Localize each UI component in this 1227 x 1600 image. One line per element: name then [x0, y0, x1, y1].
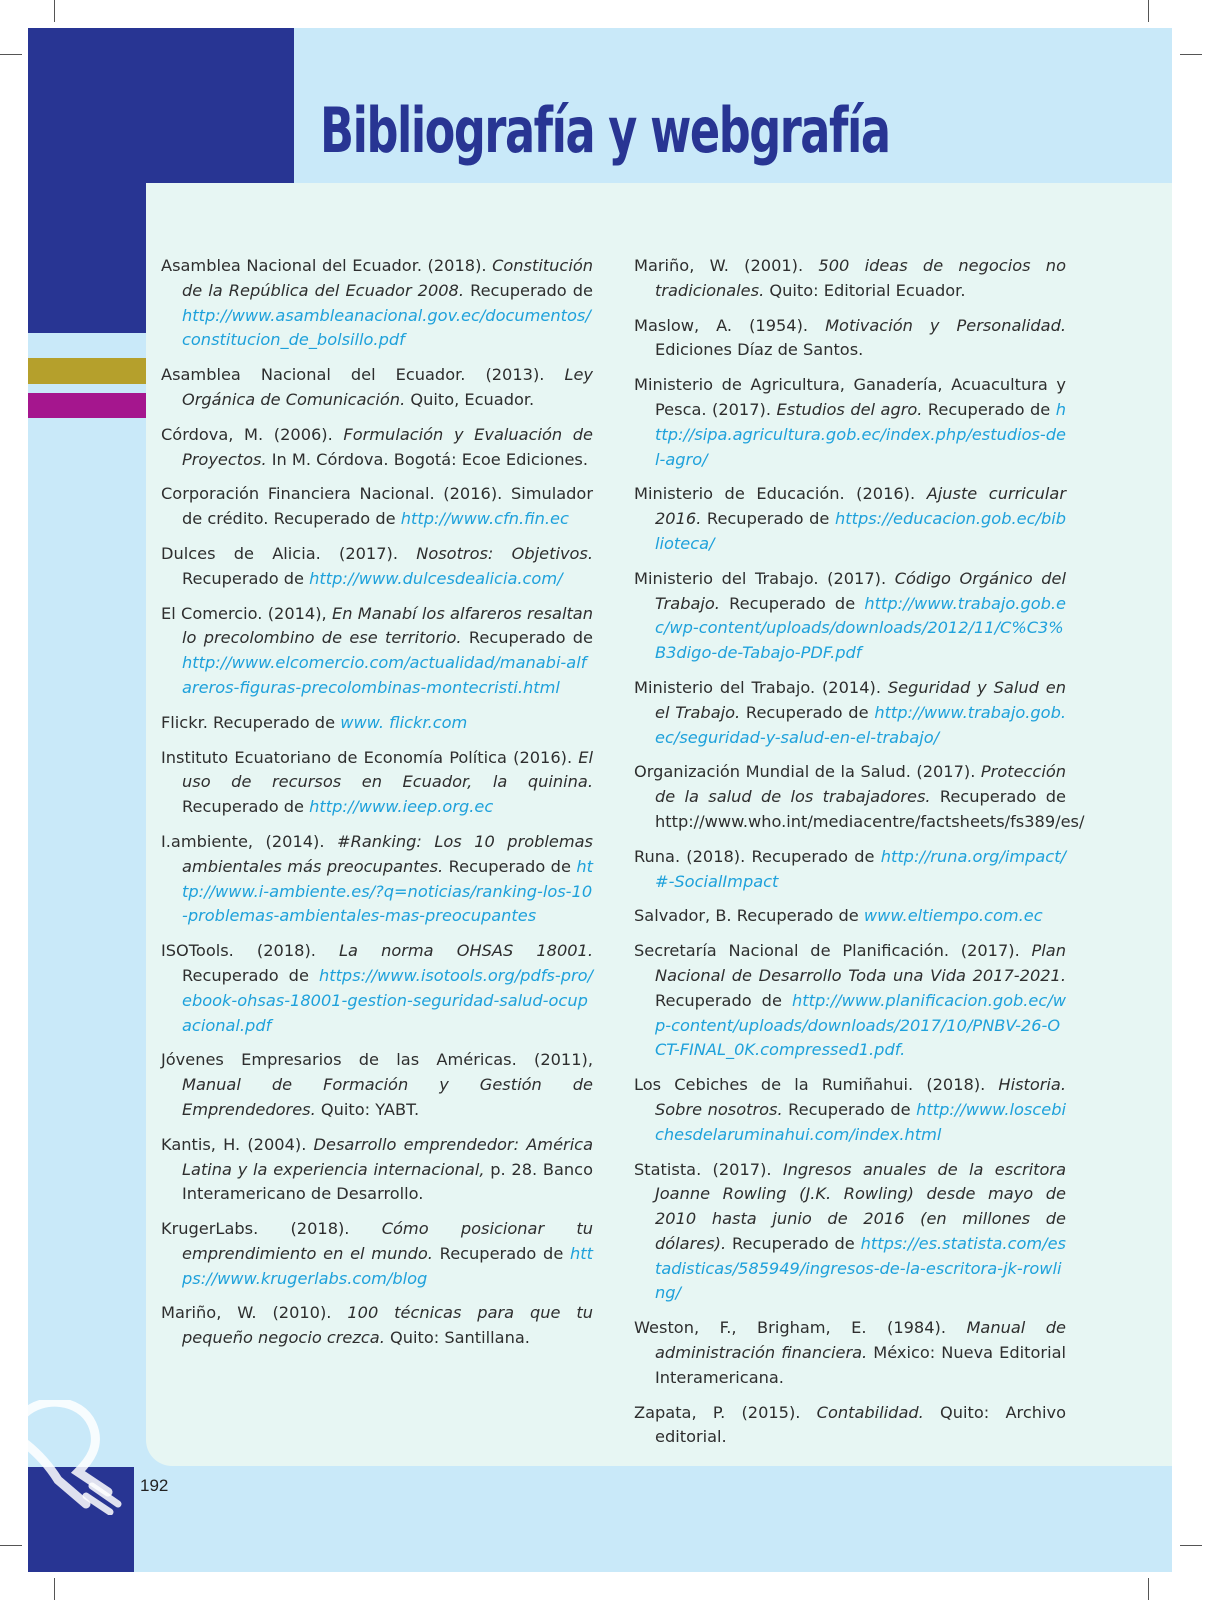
entry-title: Protección de la salud de los trabajadores.	[655, 762, 1066, 807]
crop-mark	[54, 1578, 55, 1600]
page-number: 192	[140, 1476, 169, 1495]
bibliography-entry	[634, 676, 1066, 750]
entry-link[interactable]: http://runa.org/impact/#-SocialImpact	[655, 846, 1066, 891]
entry-title: Plan Nacional de Desarrollo Toda una Vida 2017-2021.	[655, 941, 1066, 985]
bibliography-entry	[161, 830, 593, 929]
bibliography-entry	[634, 1158, 1066, 1307]
bibliography-entry	[161, 1301, 593, 1351]
entry-title: La norma OHSAS 18001.	[339, 941, 594, 961]
entry-details: Recuperado de	[461, 628, 594, 648]
bibliography-column-left	[161, 254, 593, 1361]
entry-link[interactable]: http://www.trabajo.gob.ec/wp-content/uploads/downloads/2012/11/C%C3%B3digo-de-Tabajo-PDF.pdf	[655, 593, 1066, 663]
entry-title: Ajuste curricular 2016.	[655, 484, 1066, 529]
entry-link[interactable]: http://www.i-ambiente.es/?q=noticias/ranking-los-10-problemas-ambientales-mas-preocupantes	[182, 856, 593, 926]
entry-author: Salvador, B. Recuperado de	[634, 906, 864, 926]
entry-author: Ministerio del Trabajo. (2014).	[634, 677, 888, 697]
entry-details: Quito: Santillana.	[384, 1328, 530, 1348]
entry-details: Recuperado de	[922, 399, 1056, 419]
entry-author: I.ambiente, (2014).	[161, 831, 338, 851]
bibliography-entry	[634, 939, 1066, 1063]
bibliography-entry	[161, 1048, 593, 1122]
entry-title: Manual de administración financiera.	[655, 1318, 1067, 1363]
entry-title: Desarrollo emprendedor: América Latina y la experiencia internacional,	[182, 1134, 594, 1179]
entry-title: Manual de Formación y Gestión de Emprendedores.	[182, 1075, 593, 1119]
entry-details: Recuperado de	[182, 797, 310, 817]
entry-link[interactable]: www.eltiempo.com.ec	[863, 906, 1043, 926]
entry-details: Recuperado de	[182, 965, 319, 985]
entry-link[interactable]: https://www.isotools.org/pdfs-pro/ebook-ohsas-18001-gestion-seguridad-salud-ocupacional.pdf	[182, 965, 593, 1035]
entry-author: Asamblea Nacional del Ecuador. (2013).	[161, 365, 565, 385]
entry-title: 500 ideas de negocios no tradicionales.	[655, 256, 1066, 300]
bibliography-entry	[161, 1217, 593, 1291]
bibliography-entry	[634, 254, 1066, 304]
entry-author: Jóvenes Empresarios de las Américas. (2011),	[161, 1050, 593, 1070]
bibliography-entry	[161, 939, 593, 1038]
gold-accent-bar	[28, 358, 146, 384]
bibliography-entry	[634, 314, 1066, 364]
entry-author: KrugerLabs. (2018).	[161, 1219, 382, 1239]
bibliography-entry	[161, 711, 593, 736]
entry-author: Runa. (2018). Recuperado de	[634, 846, 881, 866]
bibliography-entry	[634, 482, 1066, 556]
bibliography-entry	[634, 373, 1066, 472]
entry-title: Contabilidad.	[816, 1402, 924, 1422]
entry-author: Flickr. Recuperado de	[161, 712, 341, 732]
bibliography-entry	[161, 746, 593, 820]
entry-title: El uso de recursos en Ecuador, la quinina.	[182, 747, 593, 792]
entry-author: Corporación Financiera Nacional. (2016). Simulador de crédito. Recuperado de	[161, 484, 593, 529]
bibliography-entry	[634, 904, 1066, 929]
entry-title: Nosotros: Objetivos.	[416, 543, 594, 563]
entry-details: Quito: YABT.	[315, 1099, 420, 1119]
entry-title: Motivación y Personalidad.	[825, 315, 1066, 335]
crop-mark	[1180, 1545, 1202, 1546]
entry-details: p. 28. Banco Interamericano de Desarrollo.	[182, 1159, 593, 1204]
bibliography-entry	[634, 567, 1066, 666]
entry-author: ISOTools. (2018).	[161, 941, 340, 961]
entry-details: Recuperado de	[443, 856, 577, 876]
magenta-accent-bar	[28, 393, 146, 418]
bibliography-entry	[634, 845, 1066, 895]
entry-details: Quito: Archivo editorial.	[655, 1402, 1066, 1447]
bibliography-entry	[161, 602, 593, 701]
entry-link[interactable]: https://www.krugerlabs.com/blog	[182, 1243, 593, 1288]
bibliography-column-right	[634, 254, 1085, 1460]
entry-link[interactable]: http://www.cfn.fin.ec	[400, 509, 569, 529]
entry-link[interactable]: http://www.asambleanacional.gov.ec/documentos/constitucion_de_bolsillo.pdf	[182, 305, 591, 350]
entry-author: Asamblea Nacional del Ecuador. (2018).	[161, 256, 493, 275]
entry-title: Cómo posicionar tu emprendimiento en el mundo.	[182, 1219, 593, 1263]
entry-title: Constitución de la República del Ecuador 2008.	[182, 256, 593, 300]
entry-details: Recuperado de	[464, 280, 593, 300]
crop-mark	[1180, 54, 1202, 55]
entry-details: In M. Córdova. Bogotá: Ecoe Ediciones.	[266, 449, 589, 469]
entry-link[interactable]: http://www.planificacion.gob.ec/wp-content/uploads/downloads/2017/10/PNBV-26-OCT-FINAL_0K.compressed1.pdf.	[655, 990, 1066, 1060]
entry-link[interactable]: https://educacion.gob.ec/biblioteca/	[655, 509, 1066, 553]
crop-mark	[0, 1545, 22, 1546]
entry-title: Ley Orgánica de Comunicación.	[182, 365, 593, 409]
crop-mark	[1148, 0, 1149, 22]
side-color-band	[28, 183, 146, 333]
entry-details: Ediciones Díaz de Santos.	[655, 340, 864, 360]
entry-details: Quito, Ecuador.	[405, 389, 535, 409]
bibliography-entry	[634, 1316, 1066, 1390]
entry-author: Ministerio del Trabajo. (2017).	[634, 568, 895, 588]
entry-author: Ministerio de Agricultura, Ganadería, Acuacultura y Pesca. (2017).	[634, 375, 1066, 419]
entry-author: Córdova, M. (2006).	[161, 424, 344, 444]
entry-author: Kantis, H. (2004).	[161, 1134, 314, 1154]
bibliography-entry	[161, 423, 593, 473]
bibliography-entry	[634, 760, 1085, 834]
entry-author: Mariño, W. (2010).	[161, 1303, 348, 1323]
entry-details: Recuperado de	[432, 1243, 571, 1263]
entry-title: Ingresos anuales de la escritora Joanne Rowling (J.K. Rowling) desde mayo de 2010 hasta junio de 2016 (en millones de dólares).	[655, 1159, 1067, 1253]
entry-details: Recuperado de	[740, 702, 875, 722]
bibliography-entry	[634, 1073, 1066, 1147]
crop-mark	[1148, 1578, 1149, 1600]
entry-author: Maslow, A. (1954).	[634, 315, 826, 335]
entry-title: Formulación y Evaluación de Proyectos.	[182, 424, 594, 469]
page-title: Bibliografía y webgrafía	[320, 94, 890, 167]
entry-author: Secretaría Nacional de Planificación. (2017).	[634, 941, 1032, 961]
entry-author: Instituto Ecuatoriano de Economía Política (2016).	[161, 747, 579, 767]
entry-link[interactable]: http://www.dulcesdealicia.com/	[309, 568, 563, 588]
entry-details: México: Nueva Editorial Interamericana.	[655, 1343, 1066, 1387]
entry-link[interactable]: http://sipa.agricultura.gob.ec/index.php/estudios-del-agro/	[655, 399, 1067, 469]
entry-title: En Manabí los alfareros resaltan lo precolombino de ese territorio.	[182, 603, 593, 648]
entry-details: Recuperado de	[182, 568, 310, 588]
entry-author: Statista. (2017).	[634, 1159, 783, 1179]
entry-details: Recuperado de	[655, 990, 792, 1010]
entry-author: Los Cebiches de la Rumiñahui. (2018).	[634, 1075, 999, 1095]
bibliography-entry	[161, 1133, 593, 1207]
entry-author: Weston, F., Brigham, E. (1984).	[634, 1318, 967, 1338]
entry-title: #Ranking: Los 10 problemas ambientales más preocupantes.	[182, 831, 593, 876]
entry-details: Quito: Editorial Ecuador.	[764, 280, 966, 300]
entry-details: Recuperado de	[726, 1233, 861, 1253]
bibliography-entry	[161, 254, 593, 353]
entry-link[interactable]: http://www.loscebichesdelaruminahui.com/index.html	[655, 1099, 1066, 1144]
entry-link[interactable]: http://www.ieep.org.ec	[309, 797, 494, 817]
bibliography-entry	[161, 482, 593, 532]
entry-author: Dulces de Alicia. (2017).	[161, 543, 417, 563]
bibliography-entry	[161, 542, 593, 592]
entry-author: Ministerio de Educación. (2016).	[634, 484, 927, 504]
entry-author: El Comercio. (2014),	[161, 603, 332, 623]
entry-details: Recuperado de	[701, 509, 835, 529]
header-color-block	[28, 28, 294, 183]
crop-mark	[54, 0, 55, 22]
entry-title: Historia. Sobre nosotros.	[655, 1075, 1066, 1119]
entry-details: Recuperado de http://www.who.int/mediacentre/factsheets/fs389/es/	[655, 787, 1085, 831]
entry-link[interactable]: http://www.trabajo.gob.ec/seguridad-y-salud-en-el-trabajo/	[655, 702, 1066, 747]
entry-details: Recuperado de	[719, 593, 865, 613]
entry-author: Organización Mundial de la Salud. (2017).	[634, 762, 981, 782]
entry-link[interactable]: http://www.elcomercio.com/actualidad/manabi-alfareros-figuras-precolombinas-montecristi.html	[182, 653, 587, 697]
entry-title: Código Orgánico del Trabajo.	[655, 568, 1066, 613]
entry-title: Estudios del agro.	[776, 399, 923, 419]
bibliography-entry	[634, 1401, 1066, 1451]
entry-link[interactable]: www. flickr.com	[340, 712, 468, 732]
crop-mark	[0, 54, 22, 55]
entry-title: 100 técnicas para que tu pequeño negocio crezca.	[182, 1303, 593, 1348]
bibliography-entry	[161, 363, 593, 413]
entry-link[interactable]: https://es.statista.com/estadisticas/585949/ingresos-de-la-escritora-jk-rowling/	[655, 1233, 1066, 1303]
entry-details: Recuperado de	[782, 1099, 917, 1119]
entry-author: Mariño, W. (2001).	[634, 256, 819, 275]
entry-title: Seguridad y Salud en el Trabajo.	[655, 677, 1066, 722]
entry-author: Zapata, P. (2015).	[634, 1402, 817, 1422]
lightbulb-icon	[22, 1400, 132, 1515]
